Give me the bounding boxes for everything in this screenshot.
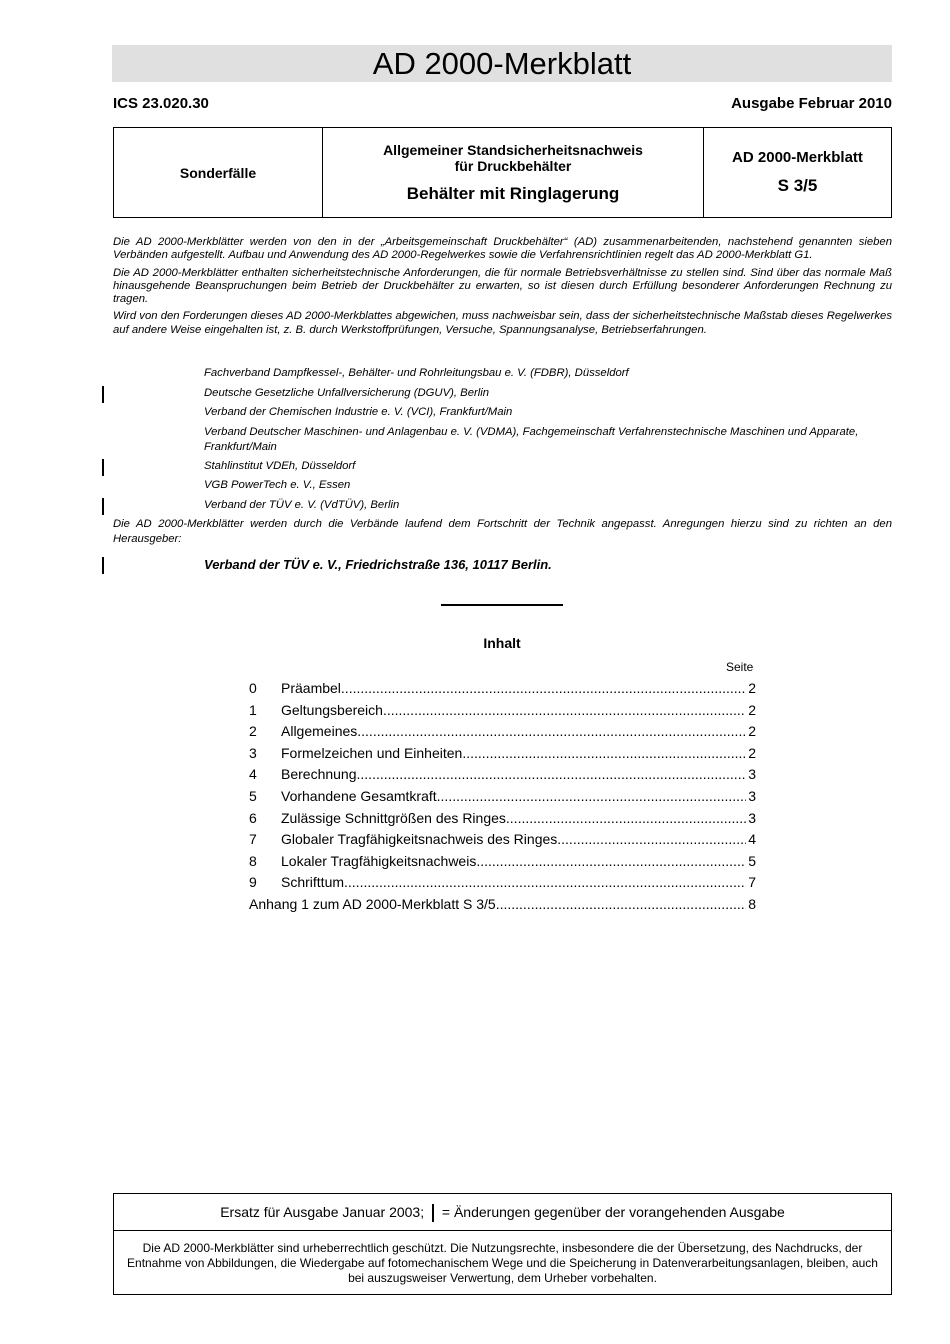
toc-leader-dots <box>357 721 746 743</box>
toc-entry-number: 2 <box>249 723 257 740</box>
organization-item: Verband Deutscher Maschinen- und Anlagenbau e. V. (VDMA), Fachgemeinschaft Verfahrenstechnische Maschinen und Apparate, Frankfurt/Main <box>204 426 859 453</box>
organization-item: Deutsche Gesetzliche Unfallversicherung (DGUV), Berlin <box>204 387 490 399</box>
toc-entry-label: Globaler Tragfähigkeitsnachweis des Ringes <box>281 831 558 848</box>
edition-date: Ausgabe Februar 2010 <box>731 95 892 112</box>
toc-entry-number: 1 <box>249 701 257 718</box>
toc-leader-dots <box>383 700 746 722</box>
toc-leader-dots <box>557 829 746 851</box>
toc-entry[interactable] <box>249 678 756 700</box>
toc-entry-number: 3 <box>249 744 257 761</box>
toc-entry-number: 9 <box>249 874 257 891</box>
toc-entry-label: Formelzeichen und Einheiten <box>281 744 463 761</box>
toc-entry[interactable] <box>249 851 756 873</box>
subject-line1: Allgemeiner Standsicherheitsnachweis <box>383 141 643 158</box>
subject-cell <box>323 128 704 217</box>
toc-entry-page: 5 <box>748 852 756 869</box>
subject-line2: für Druckbehälter <box>454 157 572 174</box>
toc-annex-entry[interactable] <box>249 894 756 916</box>
toc-leader-dots <box>357 764 747 786</box>
category-cell <box>114 128 323 217</box>
toc-entry-page: 2 <box>748 744 756 761</box>
toc-entry-number: 6 <box>249 809 257 826</box>
doc-number: S 3/5 <box>777 176 818 195</box>
table-of-contents <box>249 678 756 916</box>
change-marker <box>102 459 104 476</box>
toc-entry[interactable] <box>249 743 756 765</box>
toc-entry[interactable] <box>249 786 756 808</box>
toc-entry-number: 0 <box>249 680 257 696</box>
toc-leader-dots <box>506 808 746 830</box>
toc-entry[interactable] <box>249 700 756 722</box>
category-label: Sonderfälle <box>179 164 257 181</box>
toc-entry-page: 2 <box>748 723 756 740</box>
toc-leader-dots <box>476 851 746 873</box>
toc-entry-label: Geltungsbereich <box>281 701 383 718</box>
toc-entry-label: Vorhandene Gesamtkraft <box>281 787 437 804</box>
toc-entry-page: 3 <box>748 766 756 783</box>
toc-page-label: Seite <box>726 660 754 674</box>
toc-entry[interactable] <box>249 721 756 743</box>
toc-entry-label: Berechnung <box>281 766 357 783</box>
publisher-address: Verband der TÜV e. V., Friedrichstraße 136, 10117 Berlin. <box>204 557 552 572</box>
publisher-note: Die AD 2000-Merkblätter werden durch die Verbände laufend dem Fortschritt der Technik angepasst. Anregungen hierzu sind zu richten an den Herausgeber: <box>113 518 892 545</box>
toc-title: Inhalt <box>483 635 521 651</box>
toc-entry-page: 4 <box>748 831 756 848</box>
toc-entry-page: 8 <box>748 895 756 912</box>
doc-label: AD 2000-Merkblatt <box>732 149 863 166</box>
toc-entry-page: 3 <box>748 787 756 804</box>
change-legend-text: = Änderungen gegenüber der vorangehenden Ausgabe <box>438 1204 785 1220</box>
toc-entry[interactable] <box>249 872 756 894</box>
replacement-note <box>114 1194 891 1231</box>
toc-entry-page: 2 <box>748 701 756 718</box>
subject-title: Behälter mit Ringlagerung <box>406 183 620 203</box>
toc-entry-number: 8 <box>249 852 257 869</box>
change-marker <box>432 1204 434 1222</box>
organization-item: Fachverband Dampfkessel-, Behälter- und Rohrleitungsbau e. V. (FDBR), Düsseldorf <box>204 367 629 379</box>
toc-entry-number: 7 <box>249 831 257 848</box>
footer-box <box>113 1193 892 1295</box>
replacement-text: Ersatz für Ausgabe Januar 2003; <box>220 1204 428 1220</box>
toc-leader-dots <box>341 678 746 700</box>
organization-item: Stahlinstitut VDEh, Düsseldorf <box>204 460 356 472</box>
toc-entry-label: Schrifttum <box>281 874 345 891</box>
toc-leader-dots <box>437 786 747 808</box>
copyright-notice: Die AD 2000-Merkblätter sind urheberrechtlich geschützt. Die Nutzungsrechte, insbesondere die der Übersetzung, des Nachdrucks, der Entnahme von Abbildungen, die Wiedergabe auf fotomechanischem Wege und die Speicherung in Datenverarbeitungsanlagen, bleiben, auch bei auszugsweiser Verwertung, dem Urheber vorbehalten. <box>127 1241 878 1285</box>
toc-leader-dots <box>344 872 746 894</box>
organization-item: VGB PowerTech e. V., Essen <box>204 479 351 491</box>
toc-entry-label: Anhang 1 zum AD 2000-Merkblatt S 3/5 <box>249 895 496 912</box>
toc-leader-dots <box>496 894 747 916</box>
intro-paragraph: Die AD 2000-Merkblätter werden von den in der „Arbeitsgemeinschaft Druckbehälter“ (AD) zusammenarbeitenden, nachstehend genannten sieben Verbänden aufgestellt. Aufbau und Anwendung des AD 2000-Regelwerkes sowie die Verfahrensrichtlinien regelt das AD 2000-Merkblatt G1. <box>113 236 892 262</box>
toc-entry-page: 2 <box>748 680 756 696</box>
header-table <box>113 127 892 218</box>
intro-paragraph: Die AD 2000-Merkblätter enthalten sicherheitstechnische Anforderungen, die für normale Betriebsverhältnisse zu stellen sind. Sind über das normale Maß hinausgehende Beanspruchungen beim Betrieb der Druckbehälter zu erwarten, so ist diesen durch Erfüllung besonderer Anforderungen Rechnung zu tragen. <box>113 266 892 306</box>
toc-entry-number: 4 <box>249 766 257 783</box>
toc-entry[interactable] <box>249 808 756 830</box>
change-marker <box>102 557 104 574</box>
toc-entry-number: 5 <box>249 787 257 804</box>
separator-line <box>441 604 563 606</box>
toc-entry-label: Präambel <box>281 680 341 696</box>
organization-item: Verband der TÜV e. V. (VdTÜV), Berlin <box>204 499 400 511</box>
toc-entry[interactable] <box>249 829 756 851</box>
doc-id-cell <box>704 128 891 217</box>
organization-item: Verband der Chemischen Industrie e. V. (VCI), Frankfurt/Main <box>204 406 513 418</box>
toc-entry-label: Lokaler Tragfähigkeitsnachweis <box>281 852 477 869</box>
toc-leader-dots <box>462 743 746 765</box>
toc-entry[interactable] <box>249 764 756 786</box>
toc-entry-page: 7 <box>748 874 756 891</box>
toc-entry-label: Allgemeines <box>281 723 358 740</box>
intro-text <box>113 236 892 341</box>
change-marker <box>102 386 104 403</box>
toc-entry-page: 3 <box>748 809 756 826</box>
toc-entry-label: Zulässige Schnittgrößen des Ringes <box>281 809 506 826</box>
change-marker <box>102 498 104 515</box>
intro-paragraph: Wird von den Forderungen dieses AD 2000-Merkblattes abgewichen, muss nachweisbar sein, dass der sicherheitstechnische Maßstab dieses Regelwerkes auf andere Weise eingehalten ist, z. B. durch Werkstoffprüfungen, Versuche, Spannungsanalyse, Betriebserfahrungen. <box>113 310 892 336</box>
ics-code: ICS 23.020.30 <box>113 95 209 112</box>
document-title: AD 2000-Merkblatt <box>112 45 892 82</box>
